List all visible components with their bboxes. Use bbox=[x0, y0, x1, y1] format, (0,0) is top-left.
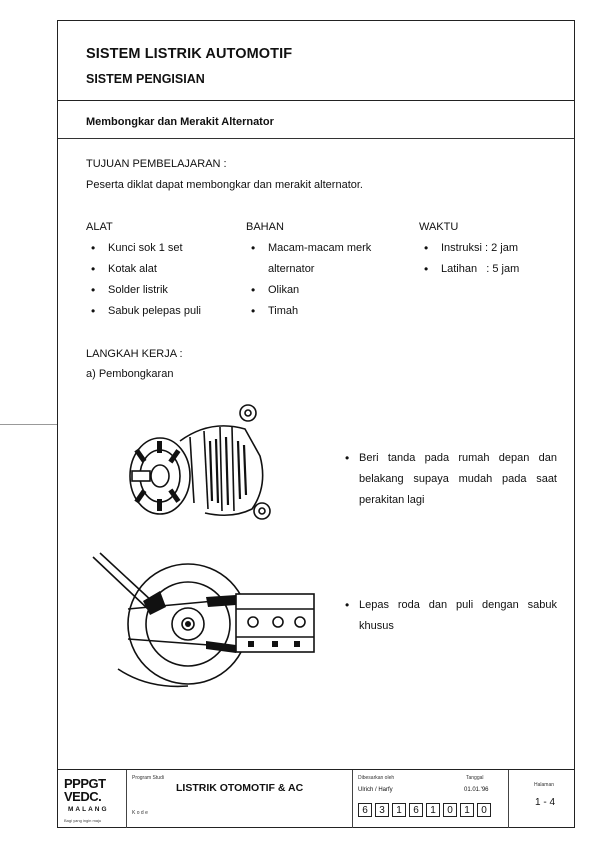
main-title: SISTEM LISTRIK AUTOMOTIF bbox=[86, 46, 293, 62]
code-digit: 1 bbox=[426, 803, 440, 817]
objective-heading: TUJUAN PEMBELAJARAN : bbox=[86, 158, 227, 170]
author-name: Ulrich / Harfy bbox=[358, 787, 393, 793]
waktu-item: • Latihan : 5 jam bbox=[421, 262, 519, 283]
code-digit: 6 bbox=[358, 803, 372, 817]
date-value: 01.01.'96 bbox=[464, 787, 489, 793]
logo-mid: VEDC. bbox=[64, 789, 102, 804]
bahan-heading: BAHAN bbox=[246, 221, 284, 233]
step-item bbox=[345, 448, 557, 511]
alat-item: • Solder listrik bbox=[88, 283, 201, 304]
code-digit: 1 bbox=[392, 803, 406, 817]
step-bullet: • bbox=[345, 598, 350, 612]
step-text: Lepas roda dan puli dengan sabuk khusus bbox=[359, 599, 557, 632]
langkah-heading: LANGKAH KERJA : bbox=[86, 348, 183, 360]
sub-title: SISTEM PENGISIAN bbox=[86, 72, 205, 86]
bahan-item bbox=[248, 241, 398, 283]
bahan-item-label: Macam-macam merk bbox=[268, 242, 372, 254]
page-label: Halaman bbox=[534, 782, 555, 788]
author-label: Dibesarkan oleh bbox=[358, 775, 395, 781]
footer bbox=[58, 769, 574, 827]
footer-divider bbox=[126, 770, 127, 828]
code-digit: 3 bbox=[375, 803, 389, 817]
code-digit: 0 bbox=[477, 803, 491, 817]
footer-divider bbox=[352, 770, 353, 828]
alternator-illustration bbox=[120, 391, 280, 526]
logo-tagline: Bagi yang ingin maju bbox=[64, 818, 102, 823]
code-digit: 6 bbox=[409, 803, 423, 817]
program-name: LISTRIK OTOMOTIF & AC bbox=[176, 782, 304, 794]
bahan-item: • Olikan bbox=[248, 283, 398, 304]
code-digit: 1 bbox=[460, 803, 474, 817]
waktu-item: • Instruksi : 2 jam bbox=[421, 241, 519, 262]
section-title: Membongkar dan Merakit Alternator bbox=[86, 116, 274, 128]
logo-city: MALANG bbox=[68, 806, 109, 813]
date-label: Tanggal bbox=[466, 775, 484, 781]
document-page bbox=[57, 20, 575, 828]
langkah-sub: a) Pembongkaran bbox=[86, 368, 174, 380]
waktu-list bbox=[421, 241, 519, 283]
alat-list bbox=[88, 241, 201, 325]
footer-divider bbox=[508, 770, 509, 828]
bahan-list bbox=[248, 241, 398, 325]
alat-item: • Kunci sok 1 set bbox=[88, 241, 201, 262]
margin-mark bbox=[0, 424, 57, 425]
step-item bbox=[345, 595, 557, 637]
alat-item: • Sabuk pelepas puli bbox=[88, 304, 201, 325]
alat-item: • Kotak alat bbox=[88, 262, 201, 283]
page-number: 1 - 4 bbox=[535, 797, 556, 808]
step-bullet: • bbox=[345, 451, 350, 465]
objective-text: Peserta diklat dapat membongkar dan merakit alternator. bbox=[86, 179, 363, 191]
code-digit: 0 bbox=[443, 803, 457, 817]
waktu-heading: WAKTU bbox=[419, 221, 459, 233]
header bbox=[58, 21, 574, 101]
pulley-removal-illustration bbox=[88, 549, 318, 694]
bahan-item-continuation: alternator bbox=[268, 263, 315, 275]
kode-label: K o d e bbox=[132, 810, 148, 816]
program-label: Program Studi bbox=[132, 775, 164, 781]
logo-top: PPPGT bbox=[64, 776, 106, 791]
alat-heading: ALAT bbox=[86, 221, 113, 233]
section-divider bbox=[58, 138, 574, 139]
bahan-item: • Timah bbox=[248, 304, 398, 325]
step-text: Beri tanda pada rumah depan dan belakang supaya mudah pada saat perakitan lagi bbox=[359, 452, 557, 506]
